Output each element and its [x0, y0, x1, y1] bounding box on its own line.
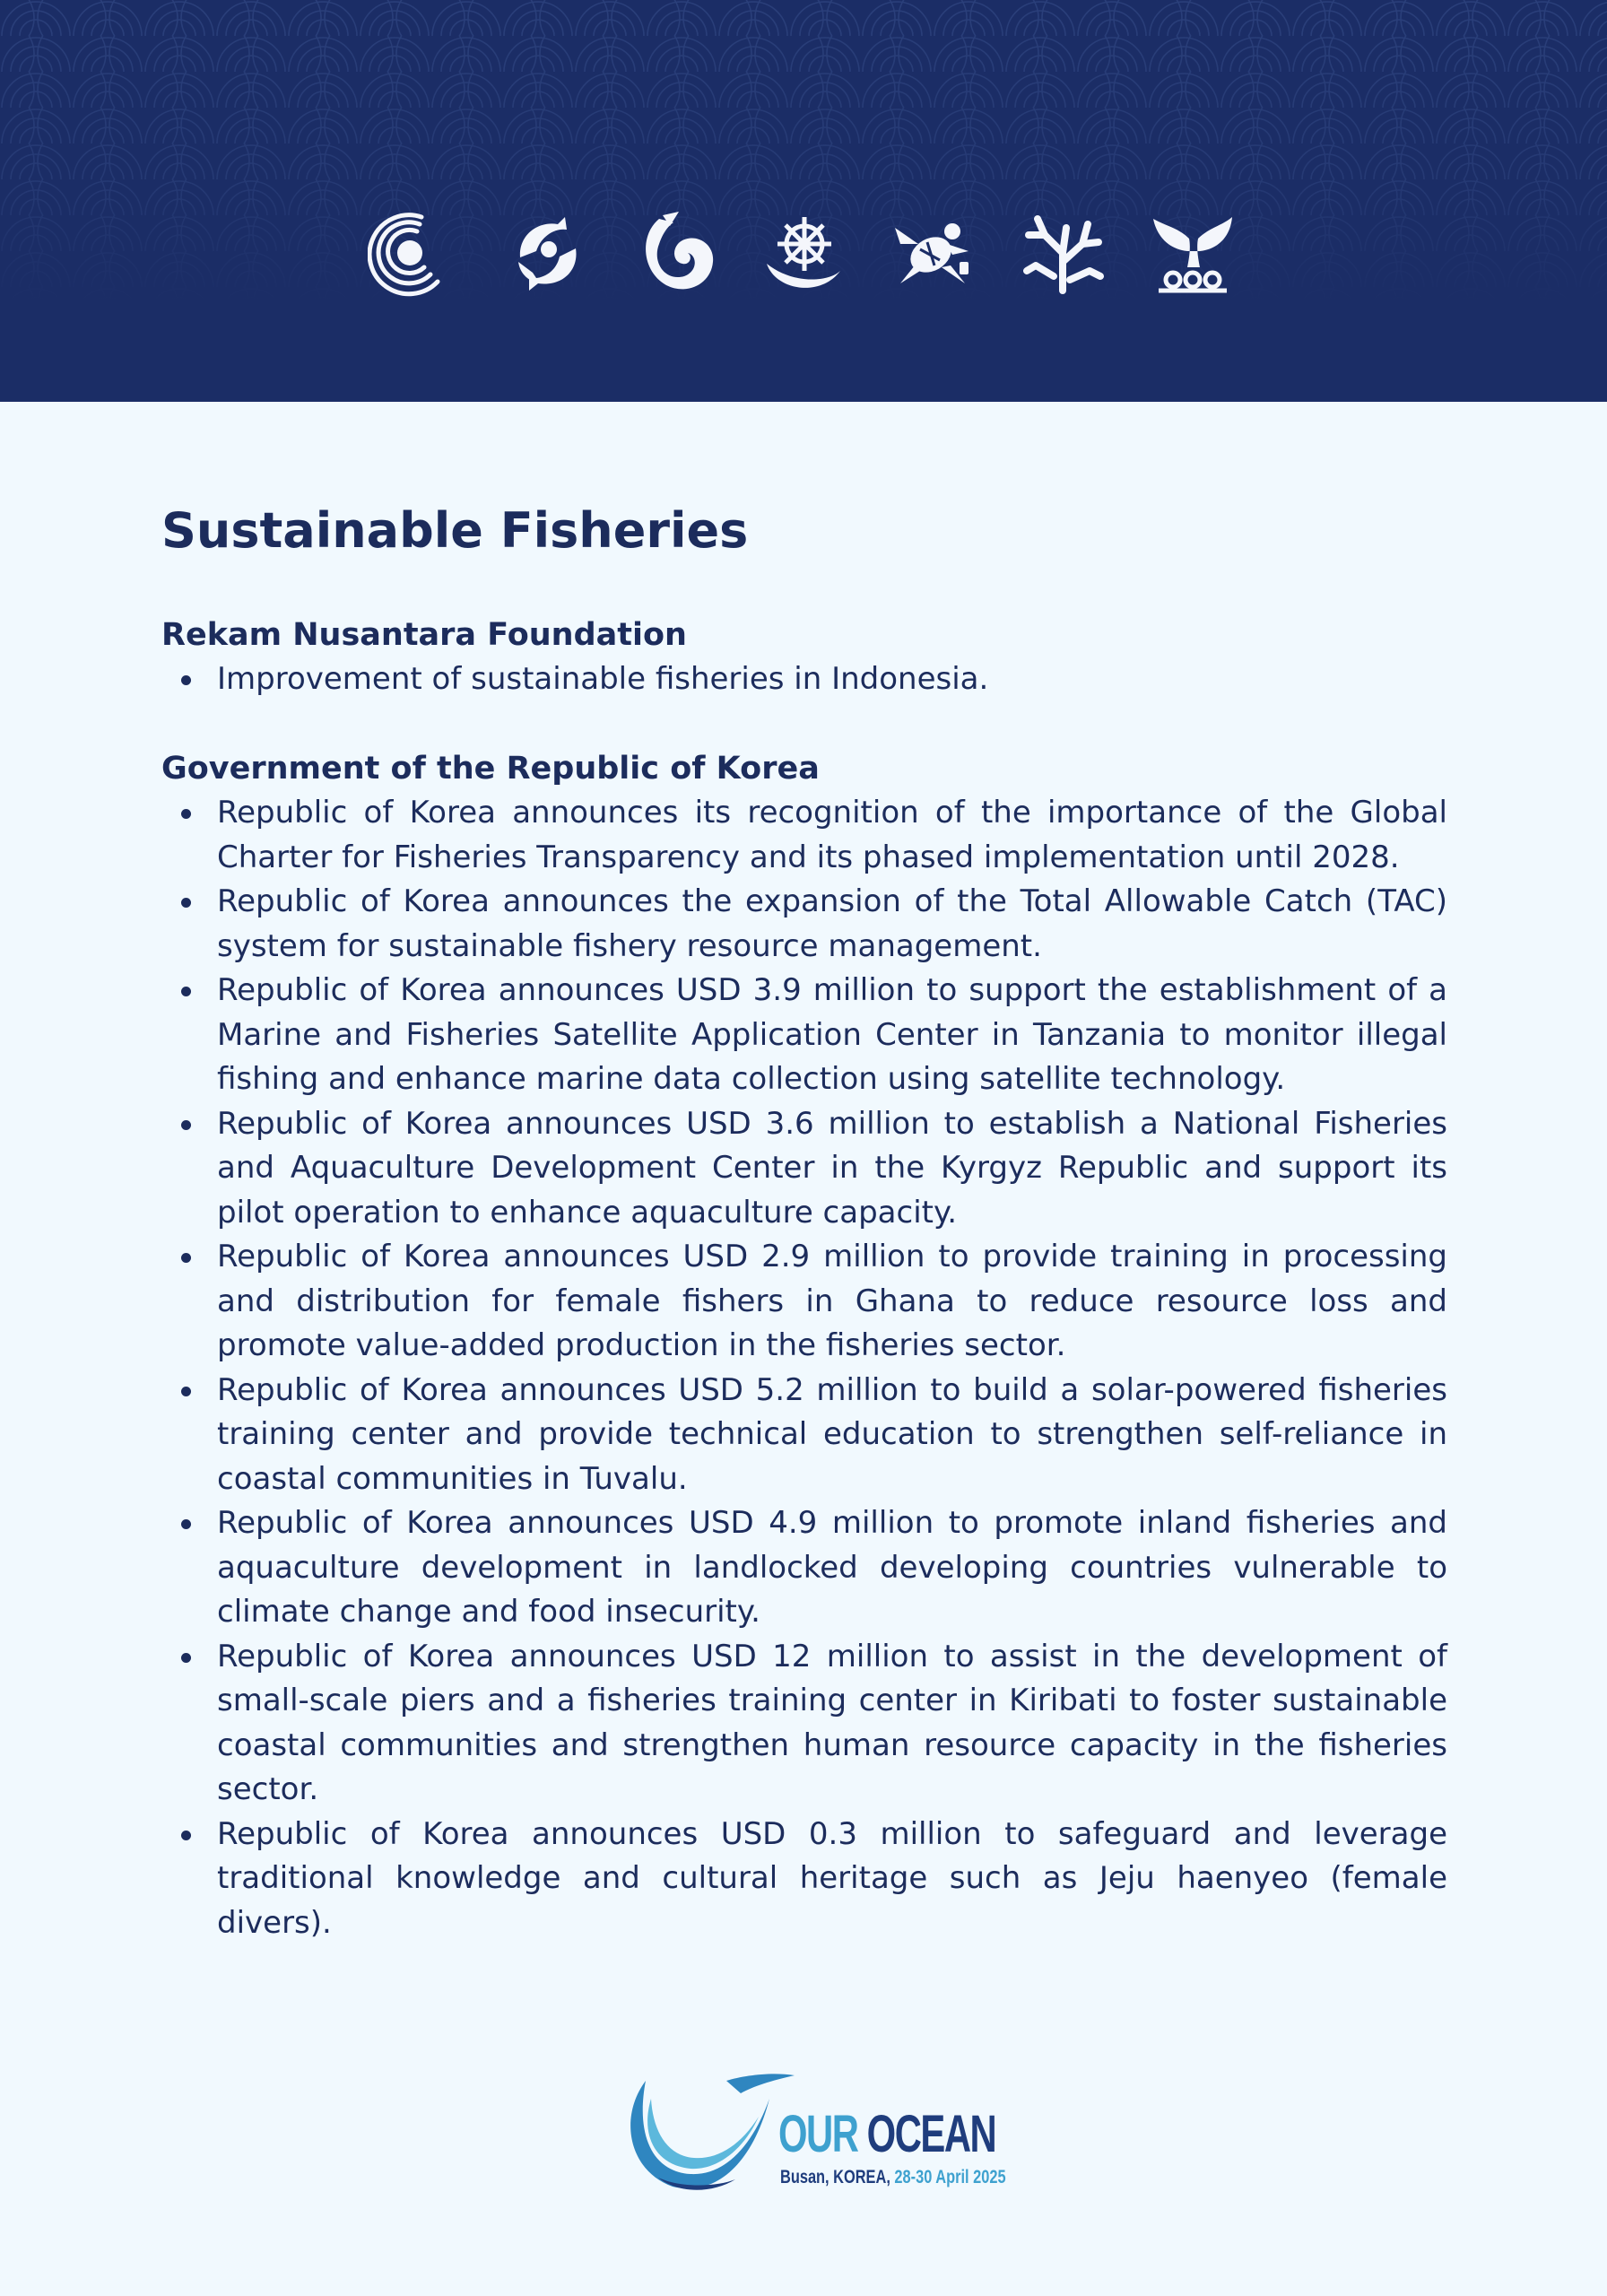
list-item: Republic of Korea announces USD 3.9 million to support the establishment of a Marine and Fisheries Satellite Application Center in Tanzania to monitor illegal fishing and enhance marine data collection using satellite technology.: [217, 969, 1447, 1102]
list-item: Republic of Korea announces the expansion of the Total Allowable Catch (TAC) system for sustainable fishery resource management.: [217, 880, 1447, 969]
wave-curl-icon: [632, 208, 722, 298]
commitment-list: [161, 791, 1447, 1945]
section-title: Rekam Nusantara Foundation: [161, 616, 687, 653]
section-republic-of-korea: [161, 746, 1447, 1945]
list-item: Republic of Korea announces USD 2.9 million to provide training in processing and distribution for female fishers in Ghana to reduce resource loss and promote value-added production in the fisheries sector.: [217, 1235, 1447, 1369]
list-item: Republic of Korea announces its recognition of the importance of the Global Charter for Fisheries Transparency and its phased implementation until 2028.: [217, 791, 1447, 880]
header-banner: [0, 0, 1607, 402]
whale-tail-icon: [1148, 208, 1238, 298]
list-item: Republic of Korea announces USD 4.9 million to promote inland fisheries and aquaculture development in landlocked developing countries vulnerable to climate change and food insecurity.: [217, 1501, 1447, 1635]
list-item: Republic of Korea announces USD 3.6 million to establish a National Fisheries and Aquaculture Development Center in the Kyrgyz Republic and support its pilot operation to enhance aquaculture capacity.: [217, 1102, 1447, 1236]
list-item: Republic of Korea announces USD 0.3 million to safeguard and leverage traditional knowledge and cultural heritage such as Jeju haenyeo (female divers).: [217, 1813, 1447, 1946]
section-rekam-nusantara: [161, 613, 1447, 702]
logo-dates: 28-30 April 2025: [894, 2167, 1006, 2187]
list-item: Republic of Korea announces USD 5.2 million to build a solar-powered fisheries training center and provide technical education to strengthen self-reliance in coastal communities in Tuvalu.: [217, 1369, 1447, 1502]
coral-icon: [1018, 208, 1108, 298]
our-ocean-logo: [619, 2063, 1006, 2206]
logo-word-ocean: OCEAN: [866, 2105, 996, 2163]
logo-subtitle: [780, 2167, 1006, 2188]
ship-wheel-icon: [758, 208, 847, 298]
fish-circle-icon: [502, 208, 592, 298]
list-item: Improvement of sustainable fisheries in Indonesia.: [217, 657, 1447, 702]
theme-icons: [359, 208, 1255, 307]
main-content: [161, 502, 1447, 1990]
wave-swoosh-icon: [619, 2063, 798, 2206]
logo-place: Busan, KOREA,: [780, 2167, 890, 2187]
list-item: Republic of Korea announces USD 12 million to assist in the development of small-scale piers and a fisheries training center in Kiribati to foster sustainable coastal communities and strengthen human resource capacity in the fisheries sector.: [217, 1635, 1447, 1813]
spiral-wave-icon: [368, 208, 457, 298]
logo-word-our: OUR: [778, 2105, 858, 2163]
wave-pattern-background: [0, 0, 1607, 402]
page-title: Sustainable Fisheries: [161, 502, 749, 559]
sea-turtle-icon: [888, 208, 977, 298]
section-title: Government of the Republic of Korea: [161, 751, 820, 787]
logo-wordmark: [778, 2104, 995, 2164]
commitment-list: [161, 657, 1447, 702]
